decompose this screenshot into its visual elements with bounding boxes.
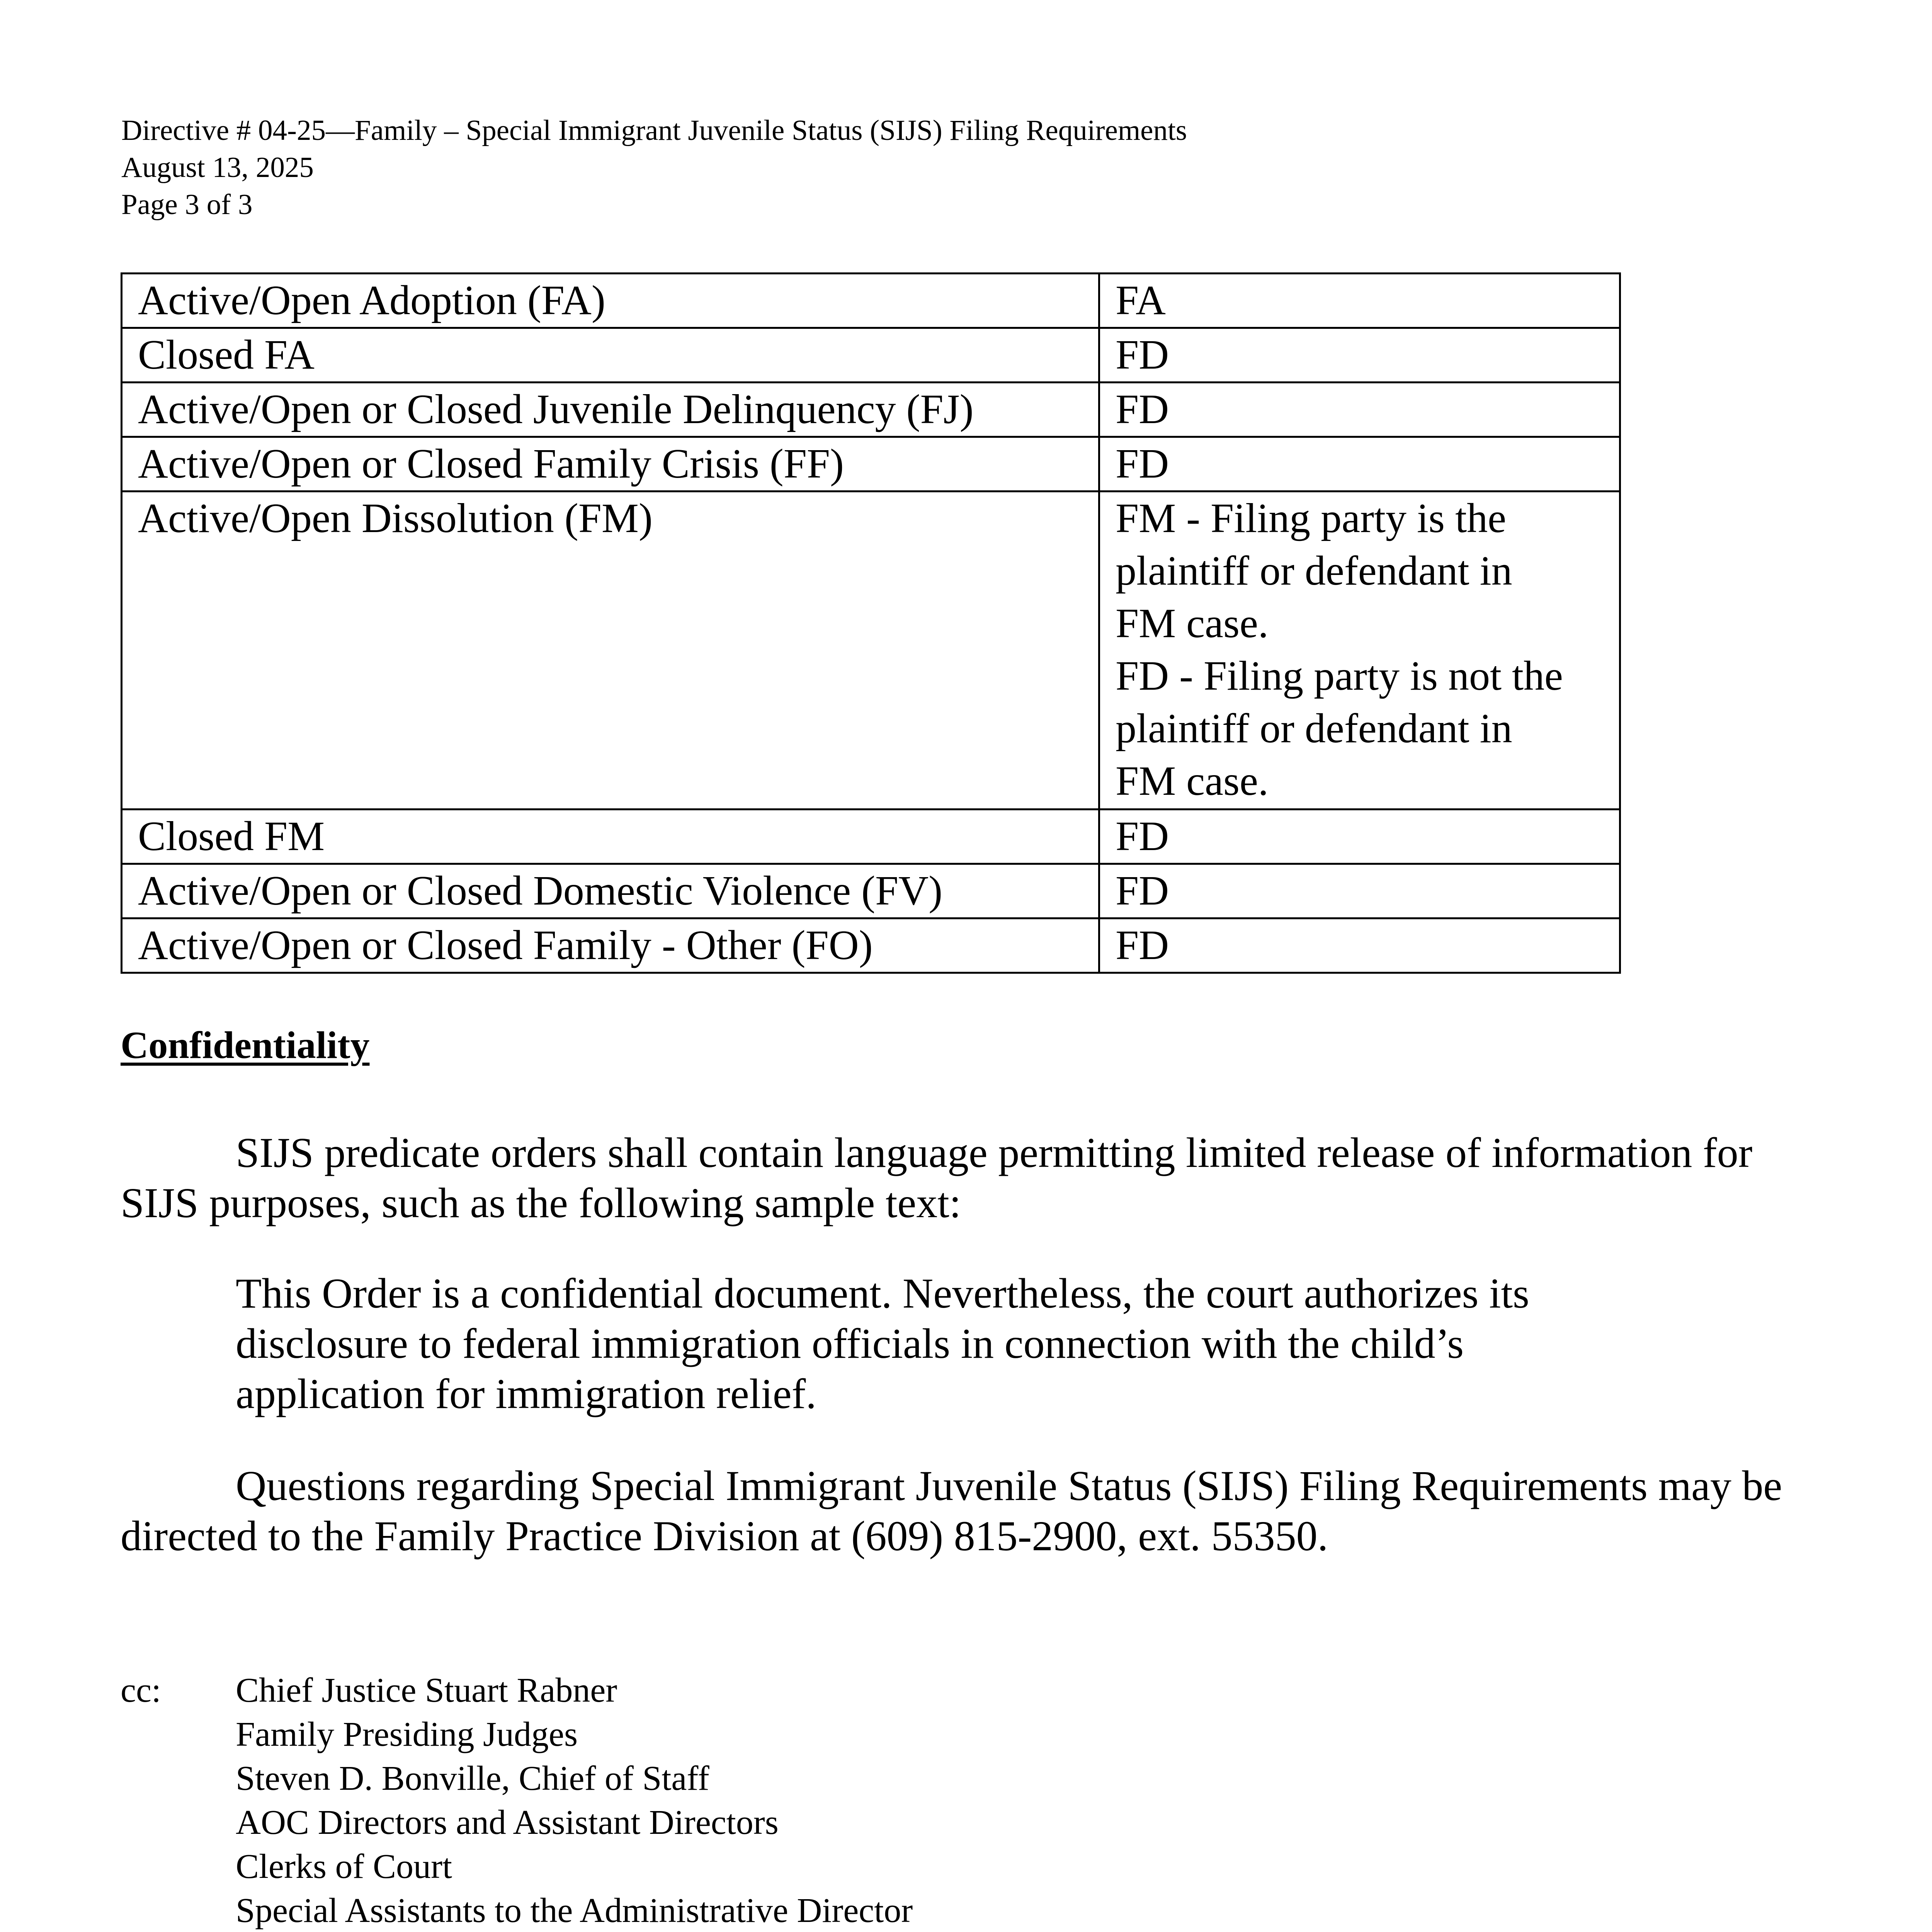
list-item: Special Assistants to the Administrative Director <box>236 1891 913 1930</box>
case-type-cell: Closed FM <box>122 810 1099 864</box>
filing-cell: FD <box>1099 383 1620 437</box>
table-row <box>122 328 1620 383</box>
table-row <box>122 492 1620 810</box>
list-item: AOC Directors and Assistant Directors <box>236 1803 779 1842</box>
page-header <box>121 112 1187 223</box>
questions-paragraph: Questions regarding Special Immigrant Juvenile Status (SIJS) Filing Requirements may be directed to the Family Practice Division at (609) 815-2900, ext. 55350. <box>121 1462 1782 1560</box>
list-item: Steven D. Bonville, Chief of Staff <box>236 1759 709 1798</box>
case-type-cell: Active/Open Adoption (FA) <box>122 274 1099 328</box>
table-row <box>122 274 1620 328</box>
cc-recipient-list <box>236 1668 947 1932</box>
filing-cell: FM - Filing party is the plaintiff or defendant in FM case. FD - Filing party is not the plaintiff or defendant in FM case. <box>1099 492 1620 810</box>
table-row <box>122 864 1620 918</box>
directive-title: Directive # 04-25—Family – Special Immigrant Juvenile Status (SIJS) Filing Requirements <box>121 114 1187 146</box>
table-row <box>122 810 1620 864</box>
case-type-table <box>121 272 1621 974</box>
case-type-cell: Active/Open or Closed Juvenile Delinquency (FJ) <box>122 383 1099 437</box>
list-item: Chief Justice Stuart Rabner <box>236 1671 617 1709</box>
confidentiality-heading: Confidentiality <box>121 1024 370 1066</box>
confidentiality-paragraph: SIJS predicate orders shall contain language permitting limited release of information for SIJS purposes, such as the following sample text: <box>121 1129 1753 1226</box>
cc-label: cc: <box>121 1671 161 1709</box>
table-row <box>122 918 1620 973</box>
filing-cell: FD <box>1099 918 1620 973</box>
filing-cell: FD <box>1099 864 1620 918</box>
filing-cell: FA <box>1099 274 1620 328</box>
list-item: Clerks of Court <box>236 1847 452 1886</box>
case-type-cell: Closed FA <box>122 328 1099 383</box>
table-row <box>122 437 1620 492</box>
sample-order-text: This Order is a confidential document. Nevertheless, the court authorizes its disclosure to federal immigration officials in connection with the child’s application for immigration relief. <box>236 1270 1529 1417</box>
filing-cell: FD <box>1099 810 1620 864</box>
filing-cell: FD <box>1099 328 1620 383</box>
page-number: Page 3 of 3 <box>121 189 253 221</box>
table-row <box>122 383 1620 437</box>
case-type-cell: Active/Open or Closed Family - Other (FO) <box>122 918 1099 973</box>
directive-date: August 13, 2025 <box>121 151 314 184</box>
list-item: Family Presiding Judges <box>236 1715 578 1753</box>
case-type-cell: Active/Open or Closed Domestic Violence (FV) <box>122 864 1099 918</box>
case-type-cell: Active/Open or Closed Family Crisis (FF) <box>122 437 1099 492</box>
filing-cell: FD <box>1099 437 1620 492</box>
case-type-cell: Active/Open Dissolution (FM) <box>122 492 1099 810</box>
